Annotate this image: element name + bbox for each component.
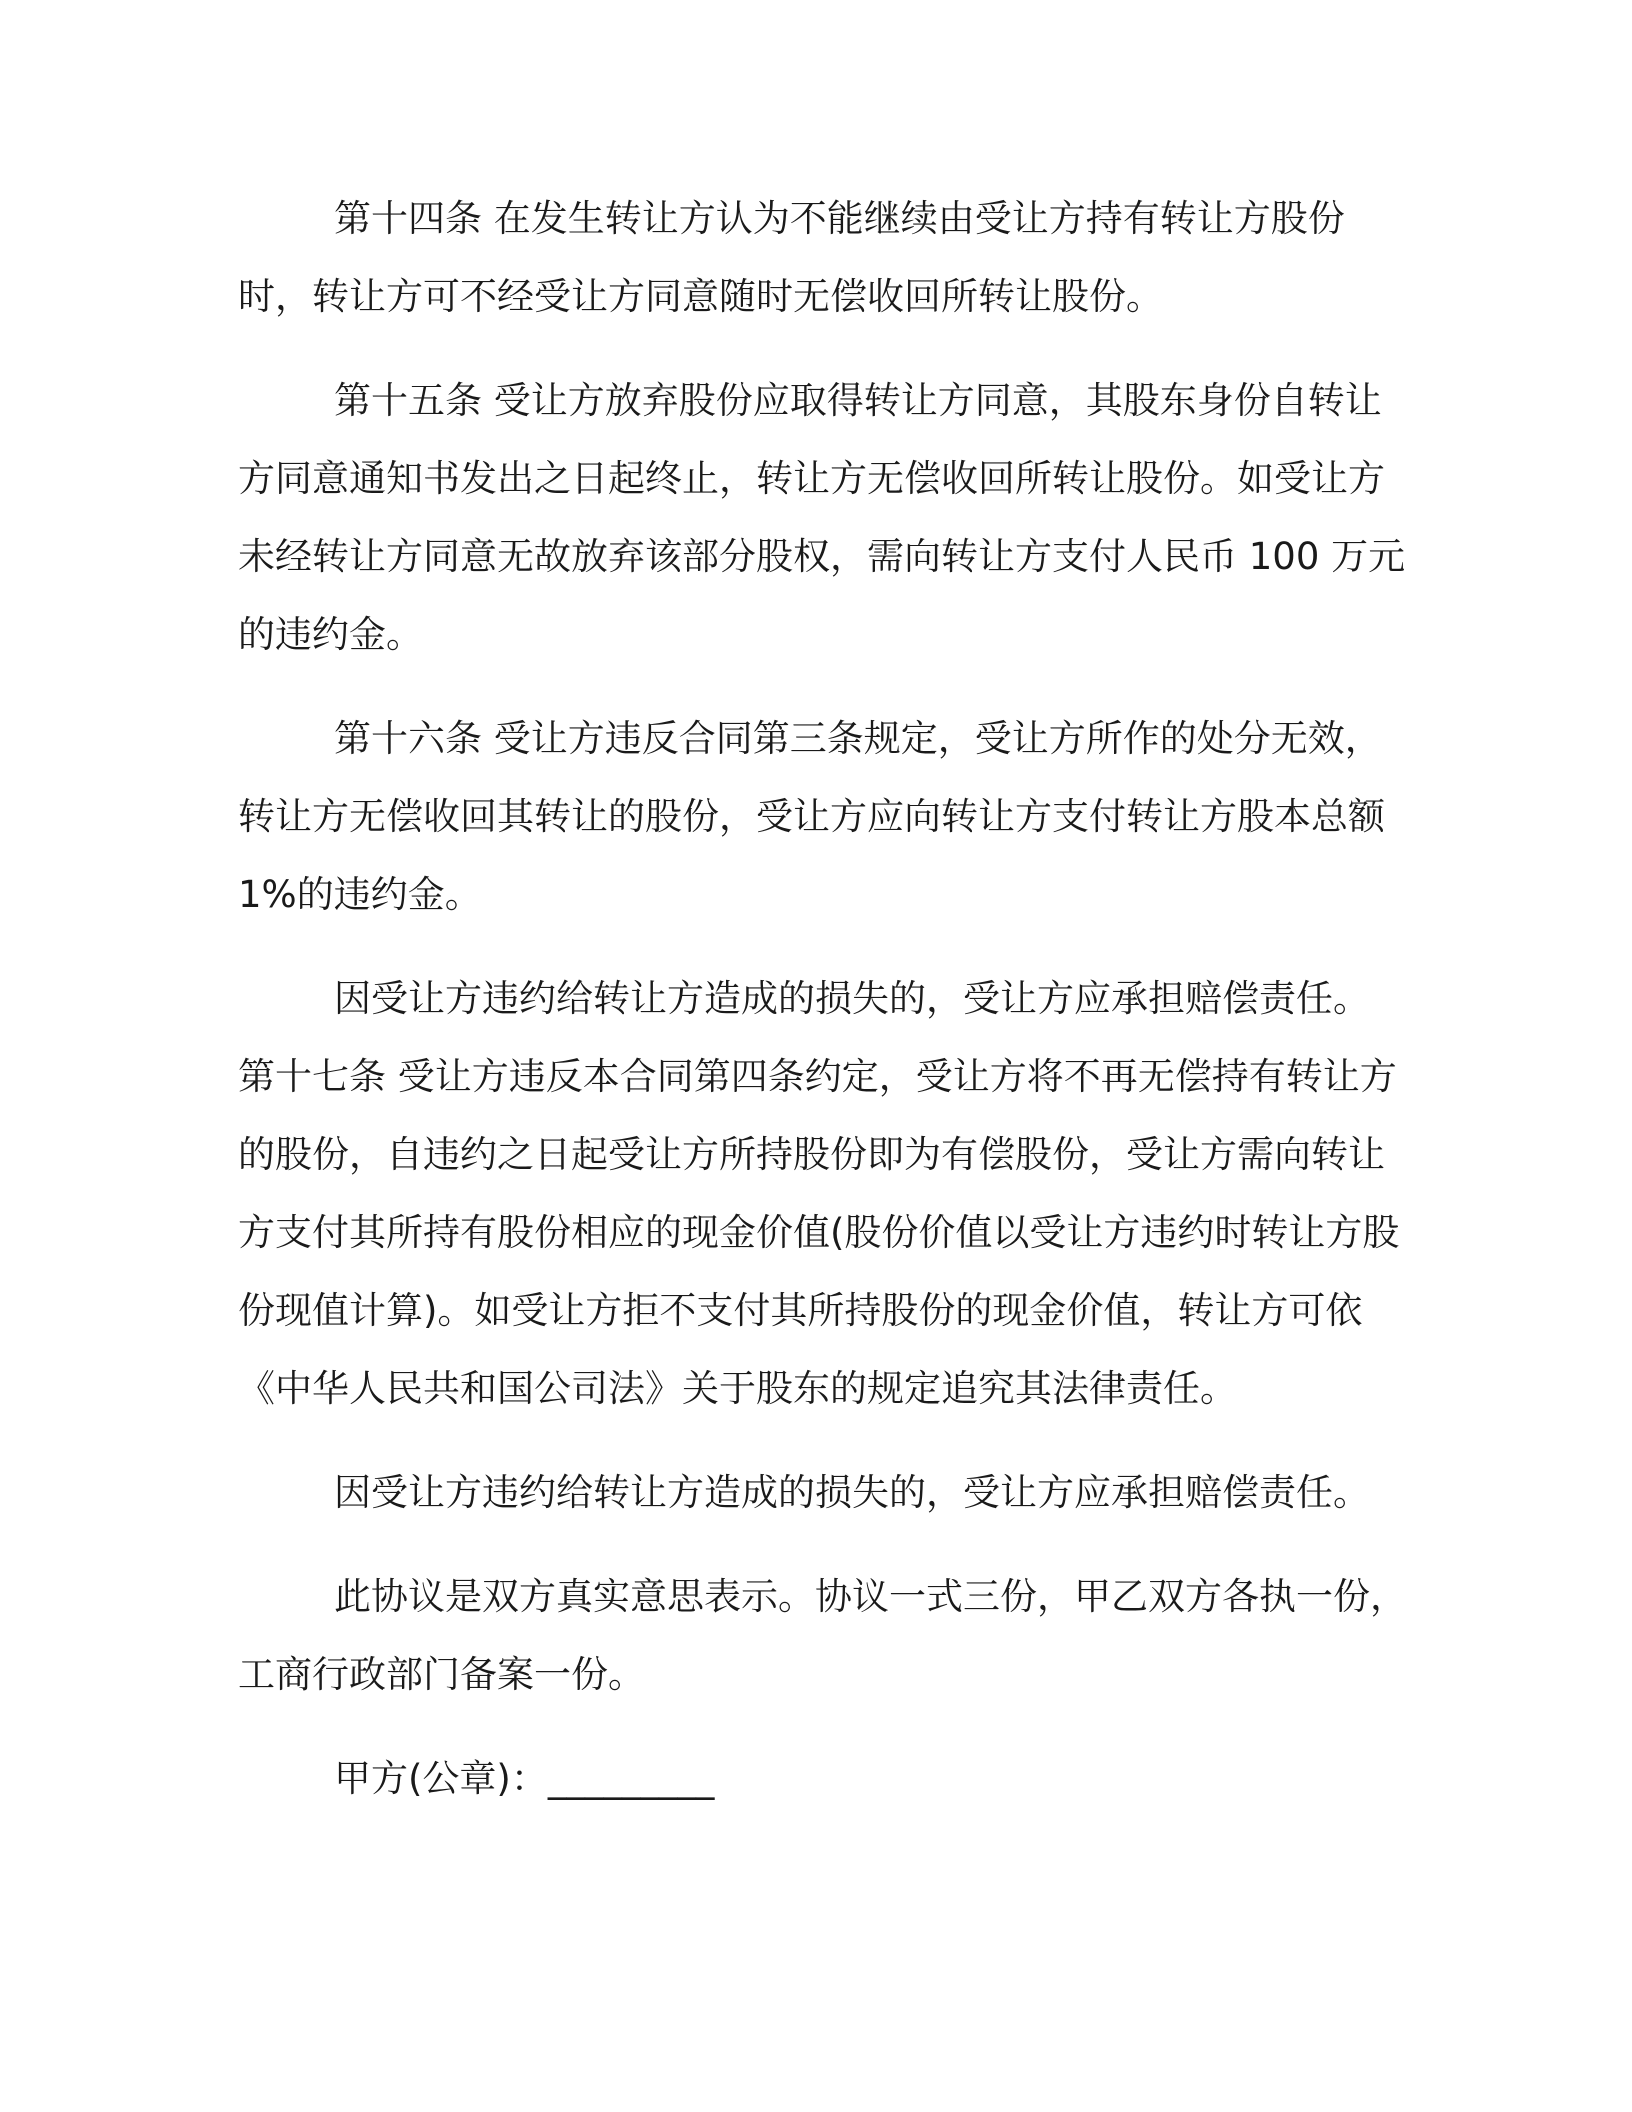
- article-17: 第十七条 受让方违反本合同第四条约定，受让方将不再无偿持有转让方的股份，自违约之日起受让方所持股份即为有偿股份，受让方需向转让方支付其所持有股份相应的现金价值(股份价值以受让方违约时转让方股份现值计算)。如受让方拒不支付其所持股份的现金价值，转让方可依《中华人民共和国公司法》关于股东的规定追究其法律责任。: [238, 1055, 1400, 1410]
- article-14: 第十四条 在发生转让方认为不能继续由受让方持有转让方股份时，转让方可不经受让方同意随时无偿收回所转让股份。: [238, 197, 1345, 318]
- article-16: 第十六条 受让方违反合同第三条规定，受让方所作的处分无效，转让方无偿收回其转让的股份，受让方应向转让方支付转让方股本总额 1%的违约金。: [238, 717, 1385, 916]
- liability-clause-2: 因受让方违约给转让方造成的损失的，受让方应承担赔偿责任。: [334, 1471, 1370, 1514]
- party-a-seal-line: 甲方(公章)：_________: [334, 1757, 715, 1800]
- agreement-statement: 此协议是双方真实意思表示。协议一式三份，甲乙双方各执一份，工商行政部门备案一份。: [238, 1575, 1407, 1696]
- liability-clause-1: 因受让方违约给转让方造成的损失的，受让方应承担赔偿责任。: [334, 977, 1370, 1020]
- article-15: 第十五条 受让方放弃股份应取得转让方同意，其股东身份自转让方同意通知书发出之日起终止，转让方无偿收回所转让股份。如受让方未经转让方同意无故放弃该部分股权，需向转让方支付人民币 100 万元的违约金。: [238, 379, 1406, 656]
- document-body: [238, 180, 1418, 1844]
